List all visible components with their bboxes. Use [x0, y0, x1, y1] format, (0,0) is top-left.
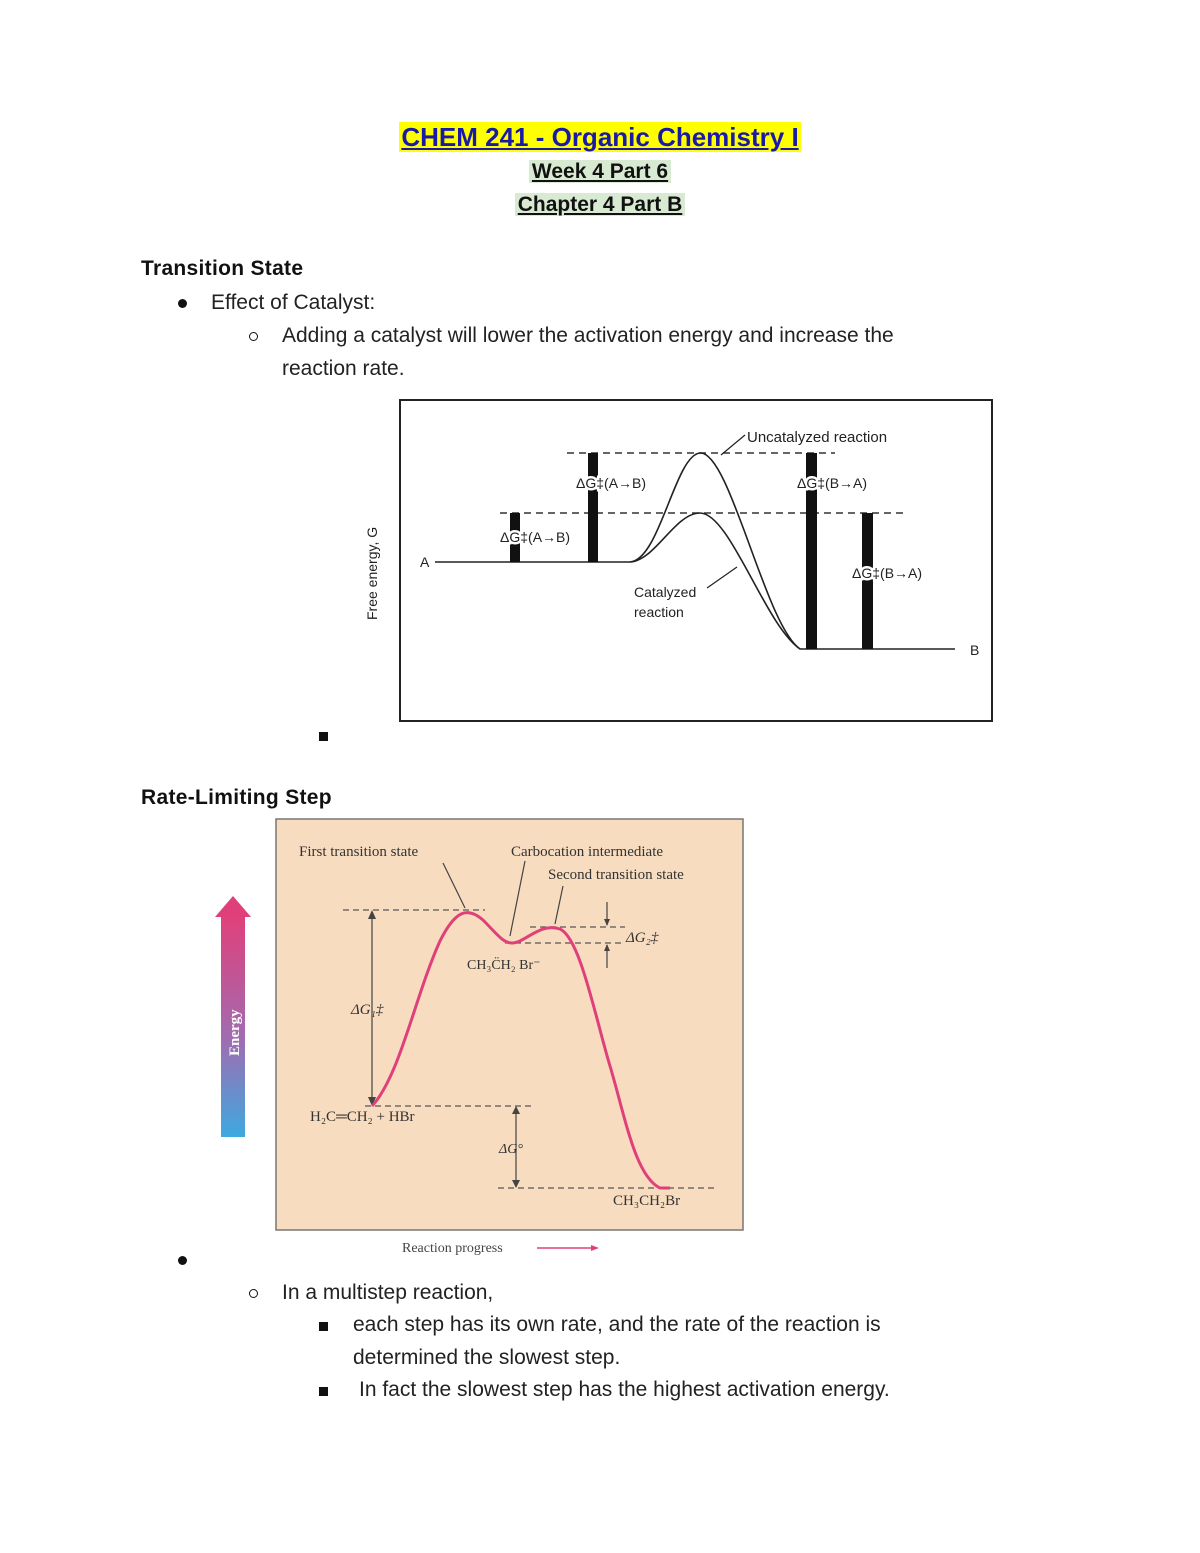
first-ts-label: First transition state — [299, 844, 419, 860]
dg0-label: ΔG° — [499, 1142, 523, 1157]
week-subtitle: Week 4 Part 6 — [0, 160, 1200, 184]
label-b: B — [970, 642, 980, 658]
step-rate-text-line2: determined the slowest step. — [353, 1346, 621, 1369]
dg-ab-catalyzed-label: ΔG‡(A→B) — [500, 529, 571, 545]
dg1-label: ΔG₁‡ — [351, 1002, 384, 1018]
bullet-square-icon — [319, 1322, 328, 1331]
section-heading-transition-state: Transition State — [141, 257, 304, 280]
bullet-disc-icon — [178, 299, 187, 308]
multistep-text: In a multistep reaction, — [282, 1281, 494, 1304]
document-title: CHEM 241 - Organic Chemistry I — [401, 122, 799, 152]
second-ts-label: Second transition state — [548, 867, 684, 883]
dg-ba-uncatalyzed-label: ΔG‡(B→A) — [797, 475, 868, 491]
dg2-label: ΔG₂‡ — [626, 930, 659, 946]
product-label: CH₃CH₂Br — [613, 1193, 681, 1209]
intermediate-label: CH₃C̈H₂ Br⁻ — [467, 958, 541, 973]
energy-arrow-icon — [215, 896, 251, 917]
y-axis-label: Free energy, G — [364, 526, 380, 620]
slowest-step-text: In fact the slowest step has the highest activation energy. — [359, 1378, 890, 1401]
energy-label: Energy — [227, 1009, 243, 1056]
dg-ab-uncatalyzed-label: ΔG‡(A→B) — [576, 475, 647, 491]
catalyzed-label-line2: reaction — [634, 604, 684, 620]
catalyst-energy-diagram — [355, 395, 1000, 730]
dg-ba-catalyzed-label: ΔG‡(B→A) — [852, 565, 923, 581]
step-rate-text-line1: each step has its own rate, and the rate of the reaction is — [353, 1313, 881, 1336]
bullet-square-icon — [319, 732, 328, 741]
catalyst-text-line2: reaction rate. — [282, 357, 405, 380]
bullet-circle-icon — [249, 332, 258, 341]
carbocation-label: Carbocation intermediate — [511, 844, 664, 860]
bullet-effect-of-catalyst: Effect of Catalyst: — [211, 291, 376, 314]
chapter-subtitle: Chapter 4 Part B — [0, 193, 1200, 217]
reactants-label: H₂C═CH₂ + HBr — [310, 1109, 415, 1125]
catalyst-text-line1: Adding a catalyst will lower the activation energy and increase the — [282, 324, 894, 347]
bullet-square-icon — [319, 1387, 328, 1396]
x-axis-label: Reaction progress — [402, 1241, 503, 1256]
section-heading-rate-limiting-step: Rate-Limiting Step — [141, 786, 332, 809]
bullet-circle-icon — [249, 1289, 258, 1298]
x-axis-arrow-head — [591, 1245, 599, 1251]
bullet-disc-icon — [178, 1256, 187, 1265]
diagram-frame — [400, 400, 992, 721]
dg-ab-uncatalyzed-bar — [588, 453, 598, 562]
uncatalyzed-label: Uncatalyzed reaction — [747, 429, 888, 446]
rate-limiting-energy-diagram — [215, 816, 747, 1262]
label-a: A — [420, 554, 430, 570]
catalyzed-label-line1: Catalyzed — [634, 584, 697, 600]
dg-ba-catalyzed-bar — [862, 513, 873, 649]
